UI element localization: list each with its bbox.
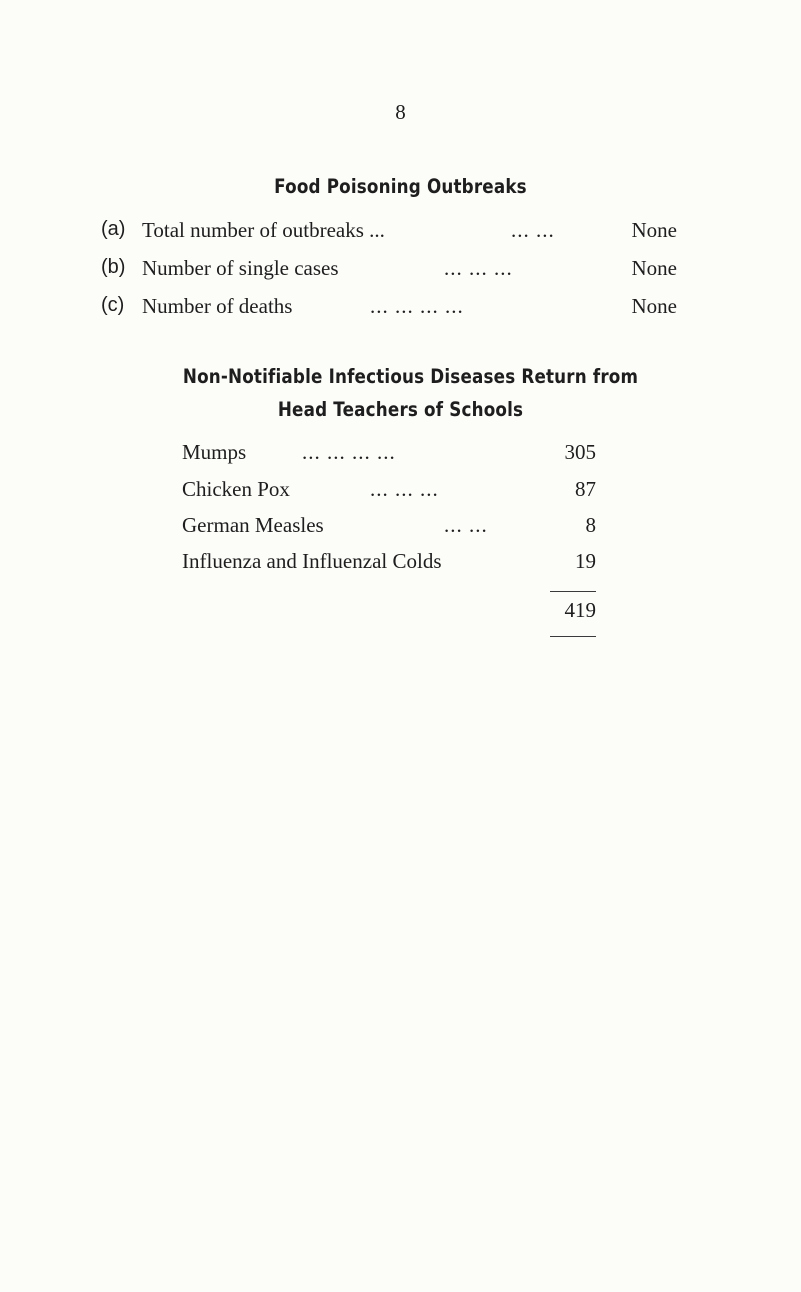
food-poisoning-heading: Food Poisoning Outbreaks [274, 175, 527, 198]
disease-label: German Measles [182, 513, 324, 537]
item-marker: (b) [101, 256, 126, 278]
item-label: Number of single cases [142, 256, 339, 280]
disease-dots: ... ... [444, 513, 488, 537]
non-notifiable-heading-line2: Head Teachers of Schools [277, 398, 524, 421]
item-label: Number of deaths [142, 294, 293, 318]
item-value: None [631, 218, 677, 242]
disease-label: Chicken Pox [182, 477, 290, 501]
total-rule-top [550, 591, 596, 592]
total-count: 419 [564, 598, 596, 622]
food-poisoning-item-b [0, 256, 801, 286]
item-value: None [631, 256, 677, 280]
item-dots: ... ... ... ... [370, 294, 464, 318]
disease-row-mumps [0, 440, 801, 470]
disease-count: 87 [575, 477, 596, 501]
disease-count: 8 [585, 513, 596, 537]
disease-count: 19 [575, 549, 596, 573]
total-row [0, 598, 801, 628]
food-poisoning-item-c [0, 294, 801, 324]
non-notifiable-heading-line1: Non-Notifiable Infectious Diseases Return from [182, 365, 639, 388]
item-dots: ... ... [511, 218, 555, 242]
page-number: 8 [395, 100, 406, 124]
disease-label: Mumps [182, 440, 247, 464]
item-marker: (c) [101, 294, 125, 316]
disease-row-influenza [0, 549, 801, 579]
item-marker: (a) [101, 218, 126, 240]
item-dots: ... ... ... [444, 256, 513, 280]
item-label: Total number of outbreaks ... [142, 218, 385, 242]
disease-row-german-measles [0, 513, 801, 543]
total-rule-bottom [550, 636, 596, 637]
disease-dots: ... ... ... ... [302, 440, 396, 464]
disease-row-chicken-pox [0, 477, 801, 507]
disease-dots: ... ... ... [370, 477, 439, 501]
disease-label: Influenza and Influenzal Colds [182, 549, 442, 573]
food-poisoning-item-a [0, 218, 801, 248]
disease-count: 305 [564, 440, 596, 464]
item-value: None [631, 294, 677, 318]
